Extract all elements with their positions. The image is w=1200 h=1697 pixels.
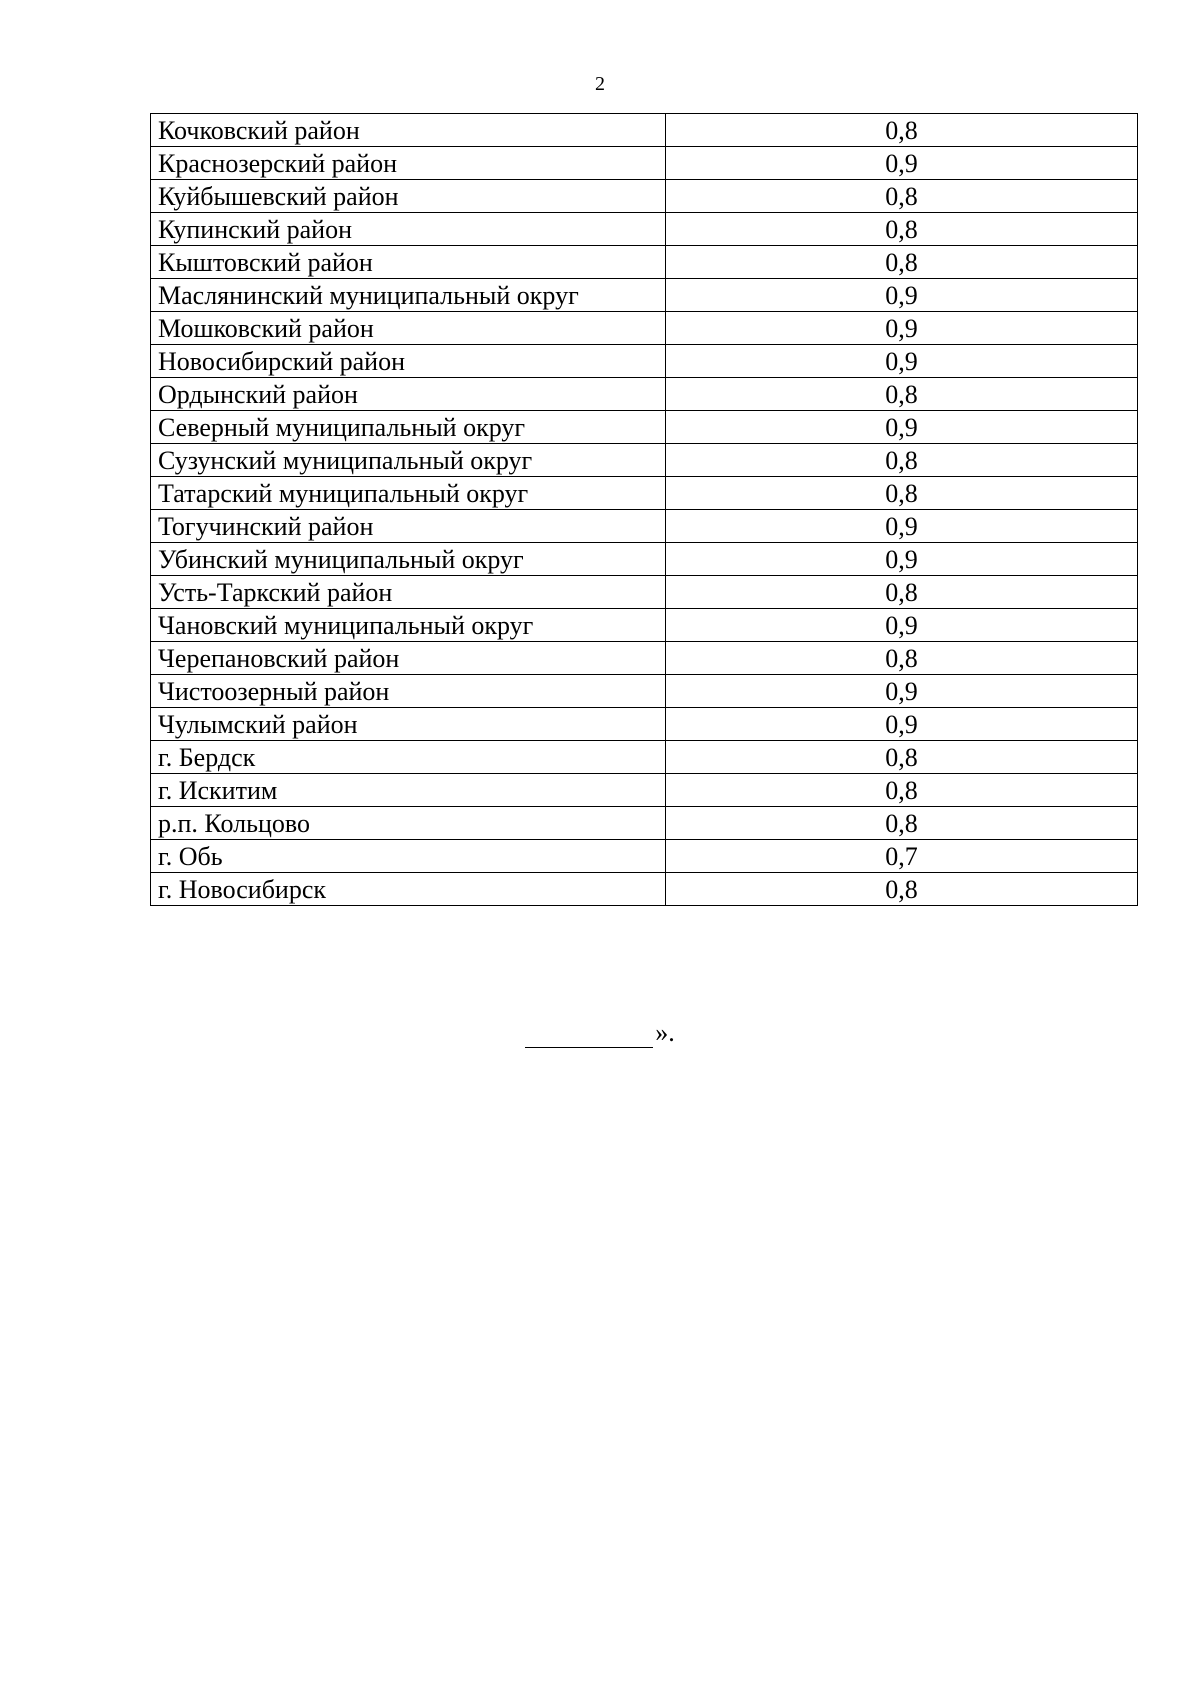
table-row <box>151 279 1138 312</box>
coefficient-value-cell: 0,8 <box>666 378 1138 411</box>
closing-underline <box>525 1023 653 1048</box>
territory-name-cell: г. Искитим <box>151 774 666 807</box>
table-row <box>151 510 1138 543</box>
table-row <box>151 180 1138 213</box>
coefficient-value-cell: 0,9 <box>666 543 1138 576</box>
coefficient-value-cell: 0,9 <box>666 312 1138 345</box>
territory-name-cell: Куйбышевский район <box>151 180 666 213</box>
coefficient-value-cell: 0,9 <box>666 147 1138 180</box>
table-row <box>151 543 1138 576</box>
coefficient-value-cell: 0,9 <box>666 708 1138 741</box>
coefficient-value-cell: 0,9 <box>666 609 1138 642</box>
table-row <box>151 807 1138 840</box>
coefficient-value-cell: 0,8 <box>666 180 1138 213</box>
territory-name-cell: Кыштовский район <box>151 246 666 279</box>
table-row <box>151 675 1138 708</box>
coefficient-value-cell: 0,8 <box>666 576 1138 609</box>
table-row <box>151 312 1138 345</box>
territory-name-cell: Купинский район <box>151 213 666 246</box>
coefficient-value-cell: 0,8 <box>666 114 1138 147</box>
territory-name-cell: Тогучинский район <box>151 510 666 543</box>
territory-name-cell: Чистоозерный район <box>151 675 666 708</box>
coefficient-value-cell: 0,8 <box>666 477 1138 510</box>
table-row <box>151 147 1138 180</box>
territory-name-cell: Маслянинский муниципальный округ <box>151 279 666 312</box>
table-row <box>151 708 1138 741</box>
territory-name-cell: Мошковский район <box>151 312 666 345</box>
territory-name-cell: Убинский муниципальный округ <box>151 543 666 576</box>
territory-name-cell: Черепановский район <box>151 642 666 675</box>
closing-mark <box>0 1018 1200 1048</box>
coefficient-value-cell: 0,8 <box>666 741 1138 774</box>
coefficient-value-cell: 0,7 <box>666 840 1138 873</box>
coefficient-value-cell: 0,8 <box>666 246 1138 279</box>
table-row <box>151 873 1138 906</box>
coefficient-value-cell: 0,8 <box>666 873 1138 906</box>
territory-name-cell: Ордынский район <box>151 378 666 411</box>
table-row <box>151 345 1138 378</box>
territory-name-cell: р.п. Кольцово <box>151 807 666 840</box>
coefficient-value-cell: 0,9 <box>666 675 1138 708</box>
territory-name-cell: Чановский муниципальный округ <box>151 609 666 642</box>
table-row <box>151 774 1138 807</box>
coefficient-value-cell: 0,9 <box>666 510 1138 543</box>
table-row <box>151 741 1138 774</box>
table-body <box>151 114 1138 906</box>
coefficient-value-cell: 0,9 <box>666 411 1138 444</box>
coefficient-value-cell: 0,8 <box>666 807 1138 840</box>
coefficient-value-cell: 0,8 <box>666 444 1138 477</box>
coefficient-value-cell: 0,8 <box>666 213 1138 246</box>
territory-name-cell: г. Новосибирск <box>151 873 666 906</box>
territory-name-cell: г. Бердск <box>151 741 666 774</box>
territory-name-cell: Усть-Таркский район <box>151 576 666 609</box>
table-row <box>151 114 1138 147</box>
territory-name-cell: Чулымский район <box>151 708 666 741</box>
territory-name-cell: Новосибирский район <box>151 345 666 378</box>
page-number: 2 <box>595 73 605 95</box>
closing-quote: ». <box>655 1018 675 1047</box>
coefficient-value-cell: 0,9 <box>666 279 1138 312</box>
table-row <box>151 213 1138 246</box>
territory-name-cell: Сузунский муниципальный округ <box>151 444 666 477</box>
coefficient-value-cell: 0,9 <box>666 345 1138 378</box>
table-row <box>151 642 1138 675</box>
table-row <box>151 246 1138 279</box>
table-row <box>151 609 1138 642</box>
territory-name-cell: г. Обь <box>151 840 666 873</box>
table-row <box>151 411 1138 444</box>
territory-name-cell: Татарский муниципальный округ <box>151 477 666 510</box>
table-row <box>151 840 1138 873</box>
coefficient-table <box>150 113 1138 906</box>
coefficient-value-cell: 0,8 <box>666 642 1138 675</box>
table-row <box>151 378 1138 411</box>
territory-name-cell: Краснозерский район <box>151 147 666 180</box>
table-row <box>151 576 1138 609</box>
territory-name-cell: Северный муниципальный округ <box>151 411 666 444</box>
table-row <box>151 444 1138 477</box>
territory-name-cell: Кочковский район <box>151 114 666 147</box>
coefficient-value-cell: 0,8 <box>666 774 1138 807</box>
table-row <box>151 477 1138 510</box>
